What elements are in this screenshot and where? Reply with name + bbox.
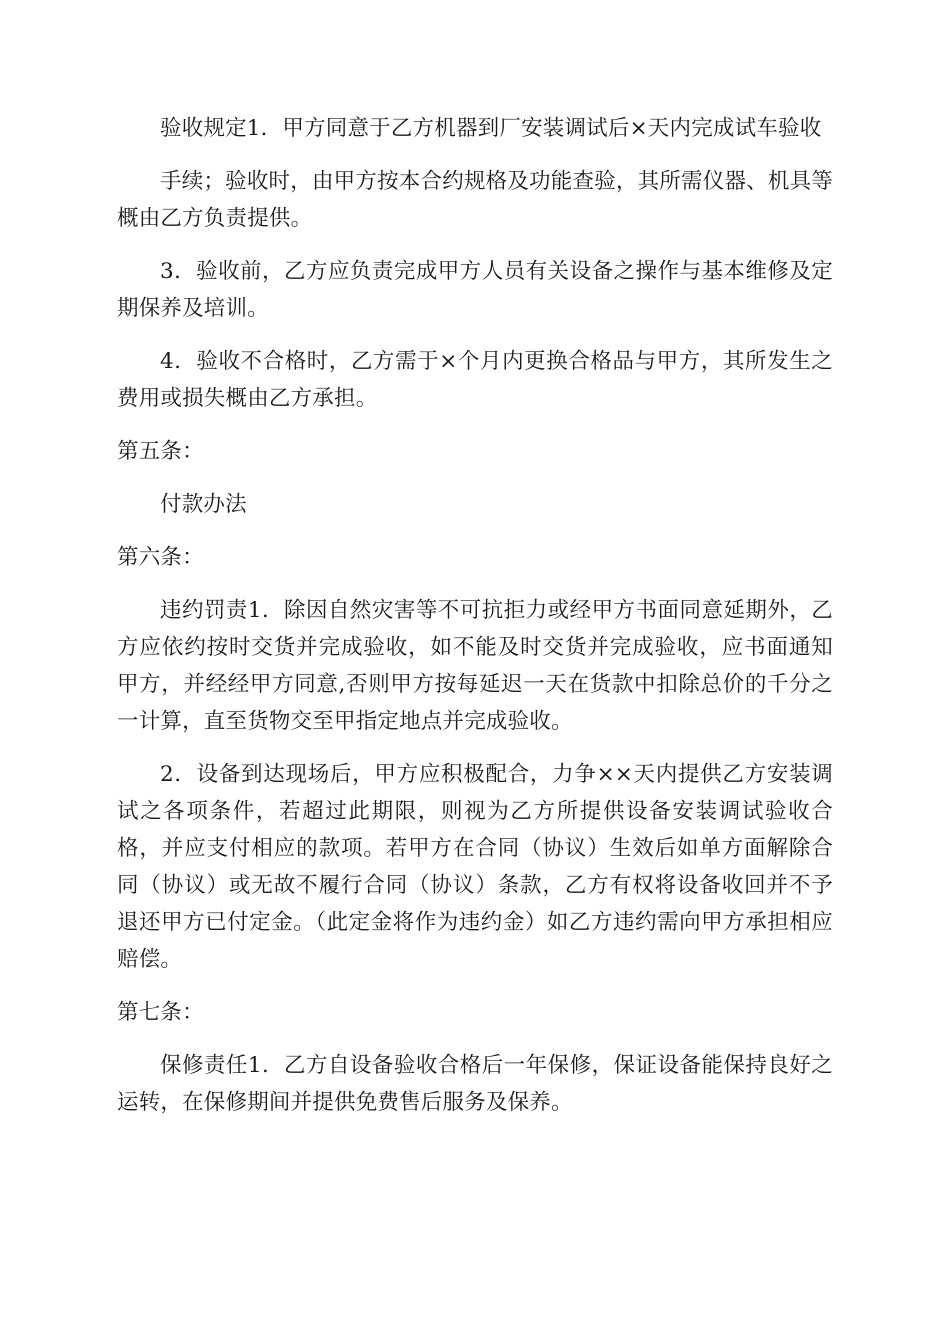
paragraph-payment-method: 付款办法 xyxy=(160,492,247,517)
paragraph-penalty-rule-1: 违约罚责1．除因自然灾害等不可抗拒力或经甲方书面同意延期外，乙方应依约按时交货并完成验收，如不能及时交货并完成验收，应书面通知甲方，并经经甲方同意,否则甲方按每延迟一天在货款中扣除总价的千分之一计算，直至货物交至甲指定地点并完成验收。 xyxy=(117,598,833,734)
article-heading-5: 第五条： xyxy=(117,439,204,464)
article-heading-7: 第七条： xyxy=(117,1000,204,1025)
paragraph-acceptance-rule-4: 4．验收不合格时，乙方需于×个月内更换合格品与甲方，其所发生之费用或损失概由乙方承担。 xyxy=(117,349,833,411)
paragraph-warranty-rule-1: 保修责任1．乙方自设备验收合格后一年保修，保证设备能保持良好之运转，在保修期间并提供免费售后服务及保养。 xyxy=(117,1053,833,1115)
paragraph-penalty-rule-2: 2．设备到达现场后，甲方应积极配合，力争××天内提供乙方安装调试之各项条件，若超过此期限，则视为乙方所提供设备安装调试验收合格，并应支付相应的款项。若甲方在合同（协议）生效后如单方面解除合同（协议）或无故不履行合同（协议）条款，乙方有权将设备收回并不予退还甲方已付定金。（此定金将作为违约金）如乙方违约需向甲方承担相应赔偿。 xyxy=(117,762,833,972)
article-heading-6: 第六条： xyxy=(117,545,204,570)
document-body xyxy=(117,110,833,1137)
paragraph-acceptance-rule-1: 验收规定1．甲方同意于乙方机器到厂安装调试后×天内完成试车验收 xyxy=(160,116,822,141)
paragraph-acceptance-rule-3: 3．验收前，乙方应负责完成甲方人员有关设备之操作与基本维修及定期保养及培训。 xyxy=(117,259,833,321)
paragraph-acceptance-procedure: 手续；验收时，由甲方按本合约规格及功能查验，其所需仪器、机具等概由乙方负责提供。 xyxy=(117,169,833,231)
